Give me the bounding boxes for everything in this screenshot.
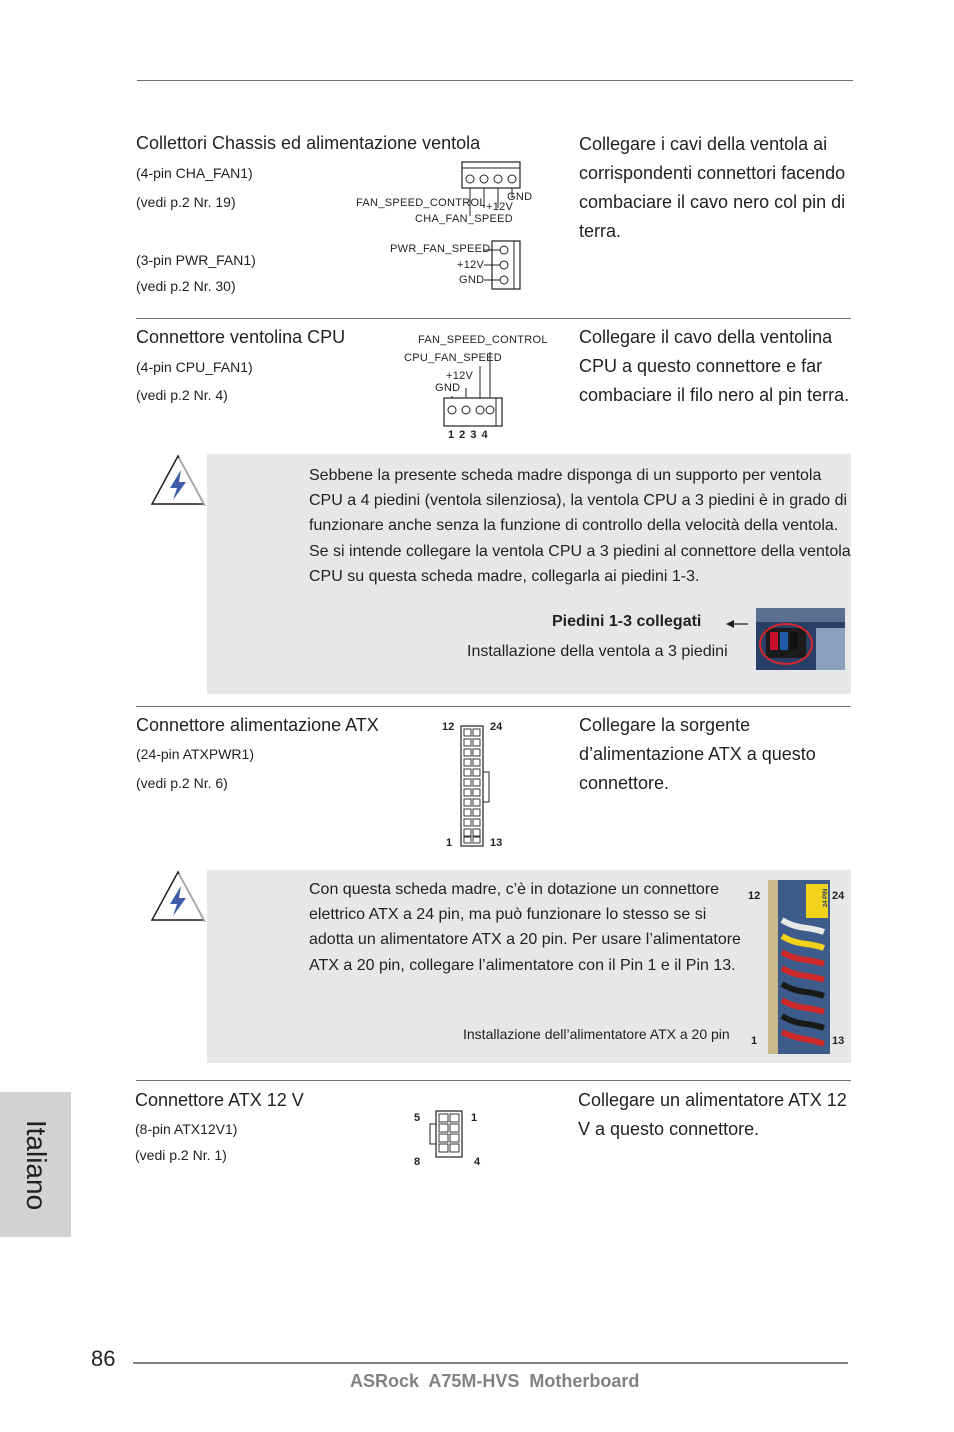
atx12v-title: Connettore ATX 12 V (135, 1090, 304, 1110)
cpu-pin-numbers: 1 2 3 4 (448, 429, 489, 441)
atx12v-ref: (vedi p.2 Nr. 1) (135, 1147, 227, 1163)
atx-photo-sticker-label: 24 PIN (823, 888, 829, 908)
note1-text: Sebbene la presente scheda madre disponga di un supporto per ventola CPU a 4 piedini (ventola silenziosa), la ventola CPU a 3 piedini è in grado di funzionare anche senza la funzione di controllo della velocità della ventola. Se si intende collegare la ventola CPU a 3 piedini al connettore della ventola CPU su questa scheda madre, collegarla ai piedini 1-3. (309, 467, 851, 585)
atx-pin: (24-pin ATXPWR1) (136, 746, 254, 762)
atx-photo-label-24: 24 (832, 890, 845, 902)
cha-gnd-label: GND (507, 191, 533, 203)
atx12v-label-1: 1 (471, 1112, 478, 1124)
cpu-fan-photo-drawing (756, 608, 845, 670)
arrow-left-drawing (724, 617, 750, 631)
atx-24pin-diagram (458, 724, 494, 848)
atx-photo-label-1: 1 (751, 1035, 758, 1047)
note1-caption: Installazione della ventola a 3 piedini (467, 643, 728, 660)
cpu-fan-title: Connettore ventolina CPU (136, 327, 346, 347)
warning-icon (148, 452, 208, 508)
warning-icon (148, 868, 208, 924)
arrow-left-icon (724, 617, 750, 631)
cpu-fan-speed-label: CPU_FAN_SPEED (404, 352, 503, 364)
atx12v-label-4: 4 (474, 1156, 481, 1168)
section-rule-3 (136, 1080, 851, 1081)
atx12v-label-8: 8 (414, 1156, 421, 1168)
atx12v-label-5: 5 (414, 1112, 421, 1124)
pwr-gnd-label: GND (459, 274, 485, 286)
cpu-fan-photo (756, 608, 845, 670)
cpu-fan-connector-drawing (438, 340, 510, 430)
cpu-12v-label: +12V (446, 370, 474, 382)
atx-diagram-label-24: 24 (490, 721, 503, 733)
atx-ref: (vedi p.2 Nr. 6) (136, 775, 228, 791)
atx-diagram-label-13: 13 (490, 837, 503, 849)
note1-bold-label: Piedini 1-3 collegati (552, 613, 702, 630)
footer-rule (133, 1362, 848, 1364)
atx12v-8pin-diagram (426, 1108, 466, 1160)
chassis-pin1: (4-pin CHA_FAN1) (136, 165, 253, 181)
atx-title: Connettore alimentazione ATX (136, 715, 379, 735)
pwr-fan-speed-label: PWR_FAN_SPEED (390, 243, 491, 255)
section-rule-1 (136, 318, 851, 319)
atx-diagram-label-12: 12 (442, 721, 455, 733)
language-side-tab (0, 1092, 71, 1237)
chassis-pin2: (3-pin PWR_FAN1) (136, 252, 256, 268)
atx-diagram-label-1: 1 (446, 837, 453, 849)
chassis-ref2: (vedi p.2 Nr. 30) (136, 278, 236, 294)
warning-icon-drawing-2 (148, 868, 208, 924)
warning-icon-drawing (148, 452, 208, 508)
footer-product-name: ASRock A75M-HVS Motherboard (350, 1371, 640, 1391)
atx12v-pin: (8-pin ATX12V1) (135, 1121, 238, 1137)
top-rule (137, 80, 853, 81)
note2-text: Con questa scheda madre, c’è in dotazione un connettore elettrico ATX a 24 pin, ma può funzionare lo stesso se si adotta un alimentatore ATX a 20 pin. Per usare l’alimentatore ATX a 20 pin, collegare l’alimentatore con il Pin 1 e il Pin 13. (309, 881, 741, 974)
chassis-title: Collettori Chassis ed alimentazione ventola (136, 133, 481, 153)
section-rule-2 (136, 706, 851, 707)
atx12v-description: Collegare un alimentatore ATX 12 V a questo connettore. (578, 1090, 847, 1139)
atx-description: Collegare la sorgente d’alimentazione ATX a questo connettore. (579, 715, 816, 793)
page-number: 86 (91, 1346, 116, 1371)
atx-photo-label-13: 13 (832, 1035, 845, 1047)
note2-caption: Installazione dell’alimentatore ATX a 20 pin (463, 1026, 730, 1042)
chassis-ref1: (vedi p.2 Nr. 19) (136, 194, 236, 210)
cpu-fan-pin: (4-pin CPU_FAN1) (136, 359, 253, 375)
chassis-description: Collegare i cavi della ventola ai corrispondenti connettori facendo combaciare il cavo nero col pin di terra. (579, 134, 846, 241)
cpu-fan-connector-diagram (438, 340, 510, 430)
atx12v-8pin-drawing (426, 1108, 466, 1160)
cpu-fan-ref: (vedi p.2 Nr. 4) (136, 387, 228, 403)
language-side-tab-label: Italiano (20, 1119, 52, 1210)
cha-fan-speed-label: CHA_FAN_SPEED (415, 213, 514, 225)
cpu-fan-speed-control-label: FAN_SPEED_CONTROL (418, 334, 548, 346)
pwr-12v-label: +12V (457, 259, 485, 271)
atx-photo-label-12: 12 (748, 890, 761, 902)
cha-fan-speed-control-label: FAN_SPEED_CONTROL (356, 197, 486, 209)
atx-24pin-drawing (458, 724, 494, 848)
cpu-gnd-label: GND (435, 382, 461, 394)
cha-12v-label: +12V (486, 201, 514, 213)
cpu-fan-description: Collegare il cavo della ventolina CPU a questo connettore e far combaciare il filo nero al pin terra. (579, 327, 850, 405)
